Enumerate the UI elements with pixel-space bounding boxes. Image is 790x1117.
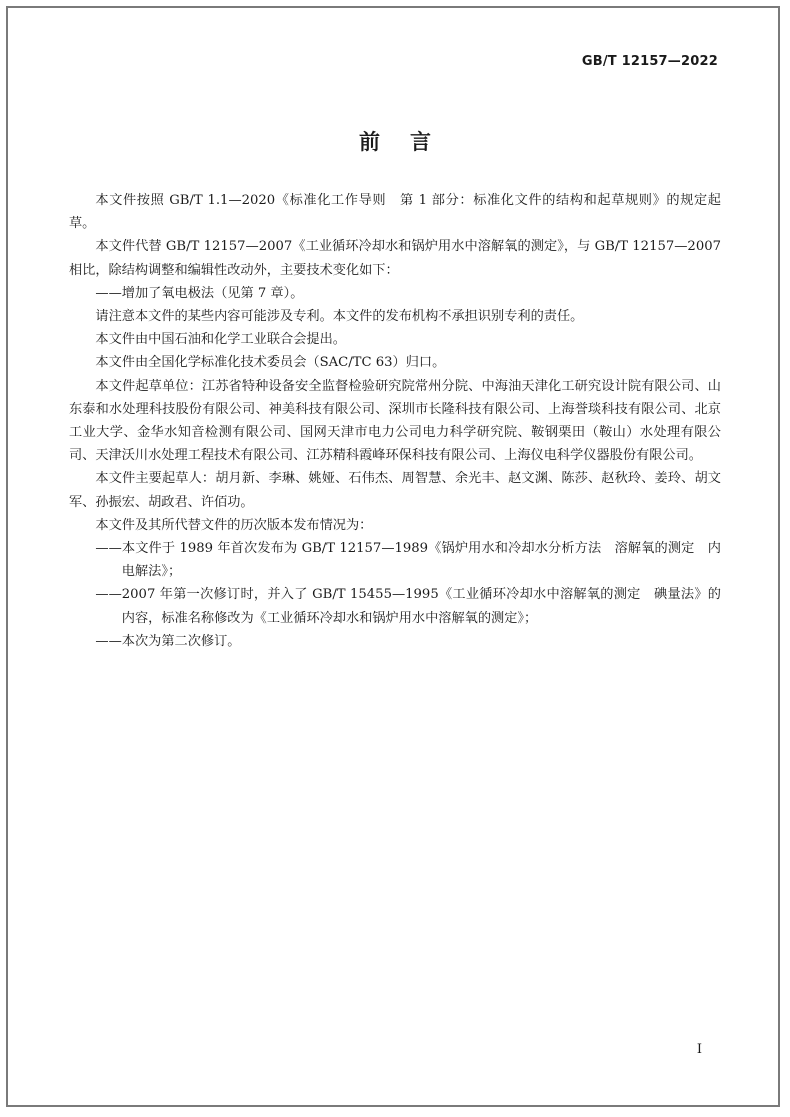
foreword-body — [69, 189, 721, 653]
paragraph-drafting-units: 本文件起草单位：江苏省特种设备安全监督检验研究院常州分院、中海油天津化工研究设计院有限公司、山东泰和水处理科技股份有限公司、神美科技有限公司、深圳市长隆科技有限公司、上海誉琰科技有限公司、北京工业大学、金华水知音检测有限公司、国网天津市电力公司电力科学研究院、鞍钢栗田（鞍山）水处理有限公司、天津沃川水处理工程技术有限公司、江苏精科霞峰环保科技有限公司、上海仪电科学仪器股份有限公司。 — [69, 378, 721, 464]
list-item-change: ——增加了氧电极法（见第 7 章）。 — [95, 285, 304, 301]
page-number: I — [696, 1042, 702, 1057]
paragraph-drafting-rules: 本文件按照 GB/T 1.1—2020《标准化工作导则 第 1 部分：标准化文件的结构和起草规则》的规定起草。 — [69, 193, 721, 232]
list-item-history-current: ——本次为第二次修订。 — [95, 633, 241, 649]
paragraph-committee: 本文件由全国化学标准化技术委员会（SAC/TC 63）归口。 — [95, 355, 446, 371]
paragraph-drafters: 本文件主要起草人：胡月新、李琳、姚娅、石伟杰、周智慧、余光丰、赵文渊、陈莎、赵秋玲、姜玲、胡文军、孙振宏、胡政君、许佰功。 — [69, 471, 721, 510]
list-item-history-2007: ——2007 年第一次修订时，并入了 GB/T 15455—1995《工业循环冷却水中溶解氧的测定 碘量法》的内容，标准名称修改为《工业循环冷却水和锅炉用水中溶解氧的测定》； — [95, 587, 721, 626]
paragraph-replacement: 本文件代替 GB/T 12157—2007《工业循环冷却水和锅炉用水中溶解氧的测定》，与 GB/T 12157—2007 相比，除结构调整和编辑性改动外，主要技术变化如下： — [69, 239, 721, 278]
paragraph-proposer: 本文件由中国石油和化学工业联合会提出。 — [95, 332, 346, 348]
page-title: 前言 — [359, 130, 461, 154]
standard-code: GB/T 12157—2022 — [581, 54, 718, 69]
paragraph-patent-notice: 请注意本文件的某些内容可能涉及专利。本文件的发布机构不承担识别专利的责任。 — [95, 309, 584, 325]
list-item-history-1989: ——本文件于 1989 年首次发布为 GB/T 12157—1989《锅炉用水和冷却水分析方法 溶解氧的测定 内电解法》； — [95, 541, 721, 580]
paragraph-history-intro: 本文件及其所代替文件的历次版本发布情况为： — [95, 517, 373, 533]
